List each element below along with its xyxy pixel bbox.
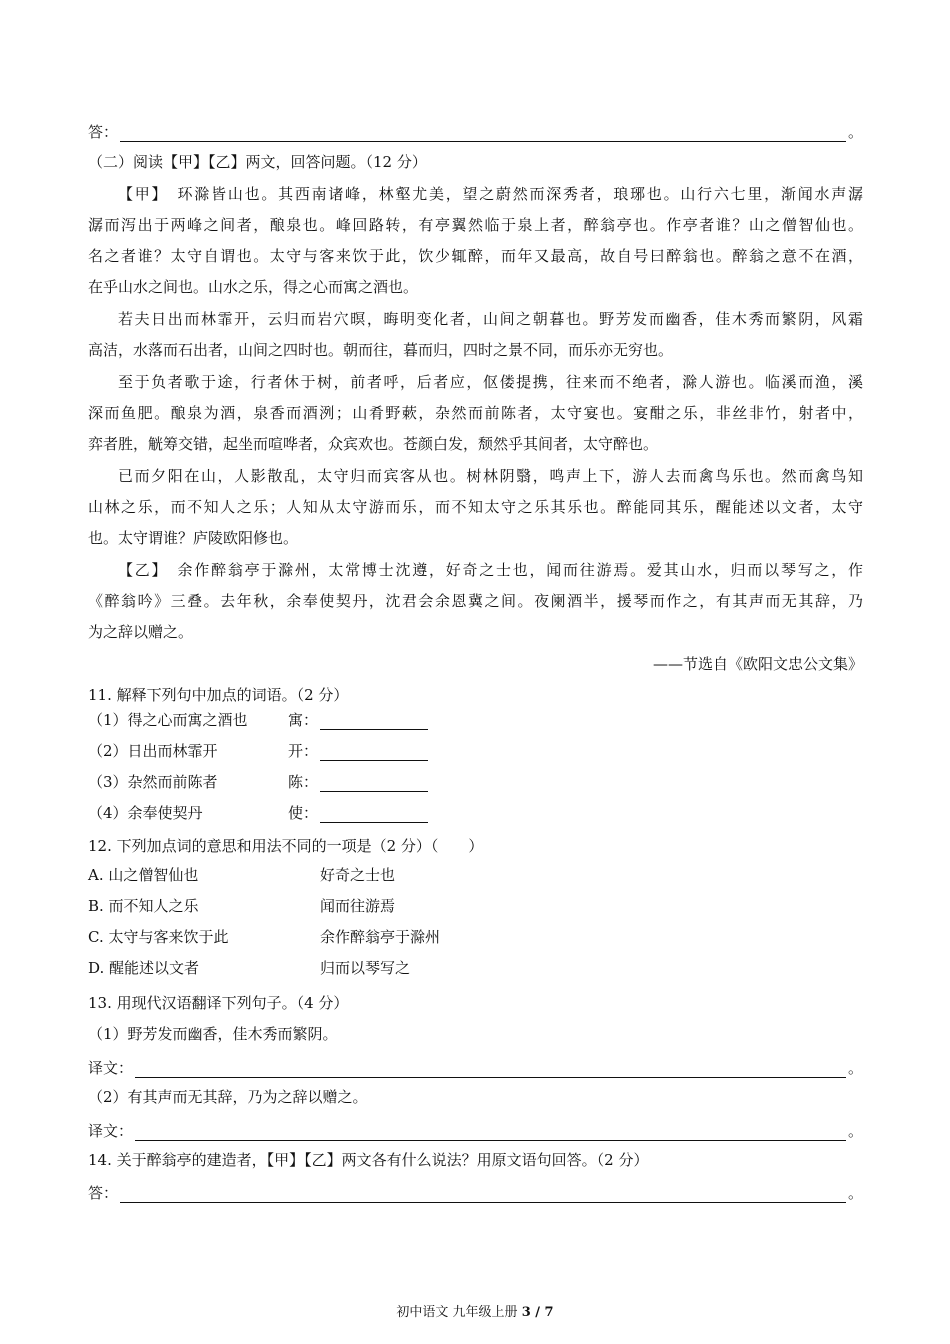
q14-answer[interactable] — [88, 1181, 863, 1203]
answer-blank[interactable] — [120, 127, 846, 142]
q12-title: 12. 下列加点词的意思和用法不同的一项是（2 分）（ ） — [88, 837, 484, 855]
answer-label: 答： — [88, 1184, 119, 1202]
translation-blank[interactable] — [135, 1063, 846, 1078]
jia-line-2: 潺而泻出于两峰之间者，酿泉也。峰回路转，有亭翼然临于泉上者，醉翁亭也。作亭者谁？山之僧智仙也。 — [88, 216, 863, 234]
jia-line-12: 也。太守谓谁？庐陵欧阳修也。 — [88, 529, 299, 547]
q12-option-right: 余作醉翁亭于滁州 — [320, 928, 441, 946]
jia-line-9: 弈者胜，觥筹交错，起坐而喧哗者，众宾欢也。苍颜白发，颓然乎其间者，太守醉也。 — [88, 435, 659, 453]
jia-line-3: 名之者谁？太守自谓也。太守与客来饮于此，饮少辄醉，而年又最高，故自号曰醉翁也。醉翁之意不在酒， — [88, 247, 863, 265]
q11-sentence: （2）日出而林霏开 — [88, 742, 218, 760]
jia-line-11: 山林之乐，而不知人之乐；人知从太守游而乐，而不知太守之乐其乐也。醉能同其乐，醒能述以文者，太守 — [88, 498, 863, 516]
yi-source: ——节选自《欧阳文忠公文集》 — [652, 655, 863, 673]
q12-option-right: 好奇之士也 — [320, 866, 396, 884]
q11-title: 11. 解释下列句中加点的词语。（2 分） — [88, 686, 349, 704]
q13-title: 13. 用现代汉语翻译下列句子。（4 分） — [88, 994, 349, 1012]
q11-item-2 — [88, 741, 863, 763]
translation-label: 译文： — [88, 1122, 134, 1140]
q13-answer-1[interactable] — [88, 1056, 863, 1078]
translation-end: 。 — [847, 1122, 863, 1140]
q12-option-right: 闻而往游焉 — [320, 897, 396, 915]
q11-word: 寓： — [288, 711, 319, 729]
q13-answer-2[interactable] — [88, 1119, 863, 1141]
q12-option-left: B. 而不知人之乐 — [88, 897, 199, 915]
q11-blank[interactable] — [320, 746, 428, 761]
page-number: 3 / 7 — [521, 1305, 554, 1320]
q12-option-right: 归而以琴写之 — [320, 959, 411, 977]
q11-word: 开： — [288, 742, 319, 760]
answer-label: 答： — [88, 123, 119, 141]
yi-line-1: 【乙】 余作醉翁亭于滁州，太常博士沈遵，好奇之士也，闻而往游焉。爱其山水，归而以琴写之，作 — [118, 561, 863, 579]
yi-line-2: 《醉翁吟》三叠。去年秋，余奉使契丹，沈君会余恩冀之间。夜阑酒半，援琴而作之，有其声而无其辞，乃 — [88, 592, 863, 610]
answer-end: 。 — [847, 1184, 863, 1202]
yi-line-3: 为之辞以赠之。 — [88, 623, 194, 641]
translation-blank[interactable] — [135, 1126, 846, 1141]
translation-end: 。 — [847, 1059, 863, 1077]
q14-title: 14. 关于醉翁亭的建造者，【甲】【乙】两文各有什么说法？用原文语句回答。（2 分） — [88, 1151, 649, 1169]
translation-label: 译文： — [88, 1059, 134, 1077]
q12-option-left: A. 山之僧智仙也 — [88, 866, 199, 884]
q12-option-left: C. 太守与客来饮于此 — [88, 928, 229, 946]
q11-sentence: （3）杂然而前陈者 — [88, 773, 218, 791]
q11-blank[interactable] — [320, 715, 428, 730]
jia-line-8: 深而鱼肥。酿泉为酒，泉香而酒洌；山肴野蔌，杂然而前陈者，太守宴也。宴酣之乐，非丝非竹，射者中， — [88, 404, 863, 422]
q11-word: 使： — [288, 804, 319, 822]
footer-text: 初中语文 九年级上册 — [396, 1305, 522, 1320]
q12-option-c[interactable] — [88, 927, 863, 949]
q11-sentence: （1）得之心而寓之酒也 — [88, 711, 248, 729]
q11-sentence: （4）余奉使契丹 — [88, 804, 203, 822]
jia-line-7: 至于负者歌于途，行者休于树，前者呼，后者应，伛偻提携，往来而不绝者，滁人游也。临溪而渔，溪 — [118, 373, 863, 391]
q11-item-3 — [88, 772, 863, 794]
q12-option-d[interactable] — [88, 958, 863, 980]
jia-line-10: 已而夕阳在山，人影散乱，太守归而宾客从也。树林阴翳，鸣声上下，游人去而禽鸟乐也。然而禽鸟知 — [118, 467, 863, 485]
page-footer — [0, 1304, 950, 1322]
answer-line-prev[interactable] — [88, 120, 863, 142]
jia-line-6: 高洁，水落而石出者，山间之四时也。朝而往，暮而归，四时之景不同，而乐亦无穷也。 — [88, 341, 674, 359]
q13-sentence-2: （2）有其声而无其辞，乃为之辞以赠之。 — [88, 1088, 368, 1106]
q11-word: 陈： — [288, 773, 319, 791]
answer-end: 。 — [847, 123, 863, 141]
answer-blank[interactable] — [120, 1188, 846, 1203]
q11-blank[interactable] — [320, 808, 428, 823]
q13-sentence-1: （1）野芳发而幽香，佳木秀而繁阴。 — [88, 1025, 338, 1043]
q11-blank[interactable] — [320, 777, 428, 792]
q12-option-left: D. 醒能述以文者 — [88, 959, 200, 977]
section-heading: （二）阅读【甲】【乙】两文，回答问题。（12 分） — [88, 153, 427, 171]
jia-line-1: 【甲】 环滁皆山也。其西南诸峰，林壑尤美，望之蔚然而深秀者，琅琊也。山行六七里，渐闻水声潺 — [118, 185, 863, 203]
jia-line-4: 在乎山水之间也。山水之乐，得之心而寓之酒也。 — [88, 278, 419, 296]
jia-line-5: 若夫日出而林霏开，云归而岩穴暝，晦明变化者，山间之朝暮也。野芳发而幽香，佳木秀而繁阴，风霜 — [118, 310, 863, 328]
q12-option-a[interactable] — [88, 865, 863, 887]
q11-item-4 — [88, 803, 863, 825]
q11-item-1 — [88, 710, 863, 732]
q12-option-b[interactable] — [88, 896, 863, 918]
